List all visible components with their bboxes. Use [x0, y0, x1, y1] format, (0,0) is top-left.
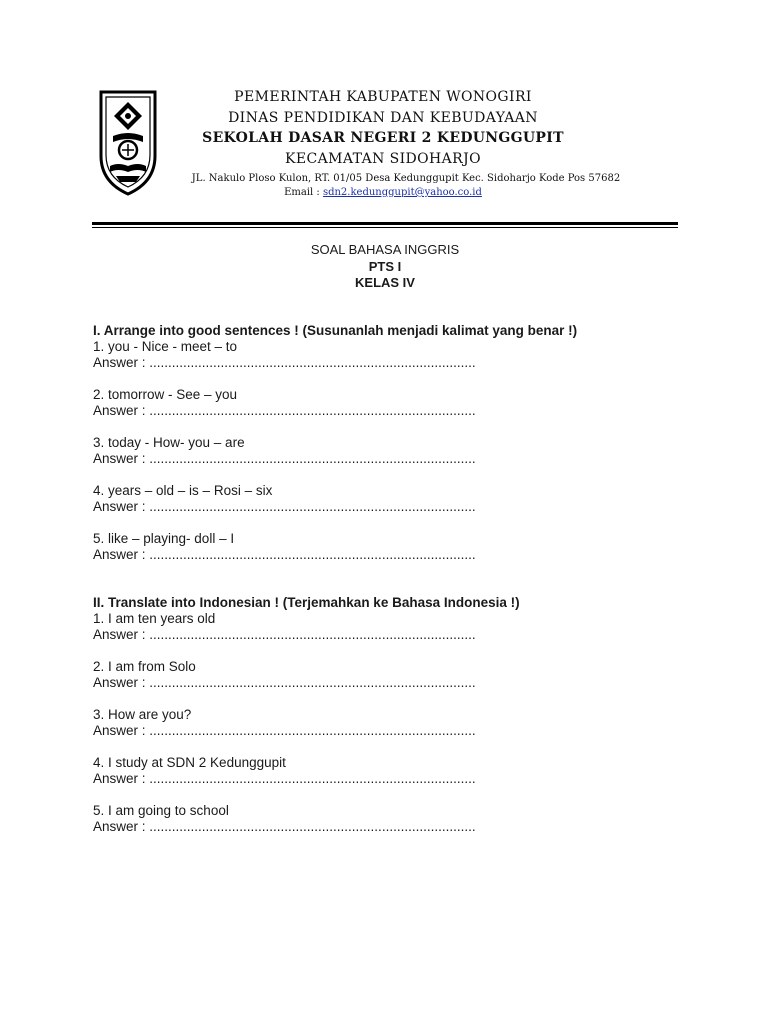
exam-subject: SOAL BAHASA INGGRIS	[310, 242, 460, 257]
question-text: 2. I am from Solo	[93, 659, 196, 674]
letterhead-email-line	[170, 186, 596, 200]
section-heading: II. Translate into Indonesian ! (Terjemahkan ke Bahasa Indonesia !)	[93, 595, 520, 610]
answer-line: Answer : .......................................................................................	[93, 723, 476, 738]
email-label: Email :	[284, 187, 323, 198]
letterhead-government: PEMERINTAH KABUPATEN WONOGIRI	[234, 89, 532, 105]
question-text: 2. tomorrow - See – you	[93, 387, 238, 402]
letterhead	[170, 86, 621, 200]
letterhead-school-name: SEKOLAH DASAR NEGERI 2 KEDUNGGUPIT	[202, 130, 564, 146]
answer-line: Answer : .......................................................................................	[93, 819, 476, 834]
section-heading: I. Arrange into good sentences ! (Susunanlah menjadi kalimat yang benar !)	[93, 323, 578, 338]
letterhead-department: DINAS PENDIDIKAN DAN KEBUDAYAAN	[228, 110, 538, 126]
header-divider-thick	[92, 222, 678, 225]
exam-title	[92, 242, 678, 292]
answer-line: Answer : .......................................................................................	[93, 451, 476, 466]
school-emblem-icon	[98, 86, 158, 198]
question-text: 5. like – playing- doll – I	[93, 531, 235, 546]
question-text: 4. years – old – is – Rosi – six	[93, 483, 273, 498]
header-divider-thin	[92, 227, 678, 228]
answer-line: Answer : .......................................................................................	[93, 547, 476, 562]
question-text: 1. I am ten years old	[93, 611, 216, 626]
answer-line: Answer : .......................................................................................	[93, 627, 476, 642]
question-text: 3. today - How- you – are	[93, 435, 245, 450]
letterhead-address: JL. Nakulo Ploso Kulon, RT. 01/05 Desa Kedunggupit Kec. Sidoharjo Kode Pos 57682	[191, 173, 621, 184]
question-text: 4. I study at SDN 2 Kedunggupit	[93, 755, 286, 770]
question-text: 1. you - Nice - meet – to	[93, 339, 238, 354]
answer-line: Answer : .......................................................................................	[93, 499, 476, 514]
exam-type: PTS I	[368, 258, 402, 274]
answer-line: Answer : .......................................................................................	[93, 771, 476, 786]
answer-line: Answer : .......................................................................................	[93, 403, 476, 418]
question-text: 5. I am going to school	[93, 803, 229, 818]
exam-class: KELAS IV	[355, 275, 415, 290]
answer-line: Answer : .......................................................................................	[93, 675, 476, 690]
answer-line: Answer : .......................................................................................	[93, 355, 476, 370]
question-text: 3. How are you?	[93, 707, 192, 722]
letterhead-district: KECAMATAN SIDOHARJO	[285, 151, 481, 167]
email-link[interactable]: sdn2.kedunggupit@yahoo.co.id	[322, 187, 482, 198]
exam-content	[93, 323, 693, 835]
